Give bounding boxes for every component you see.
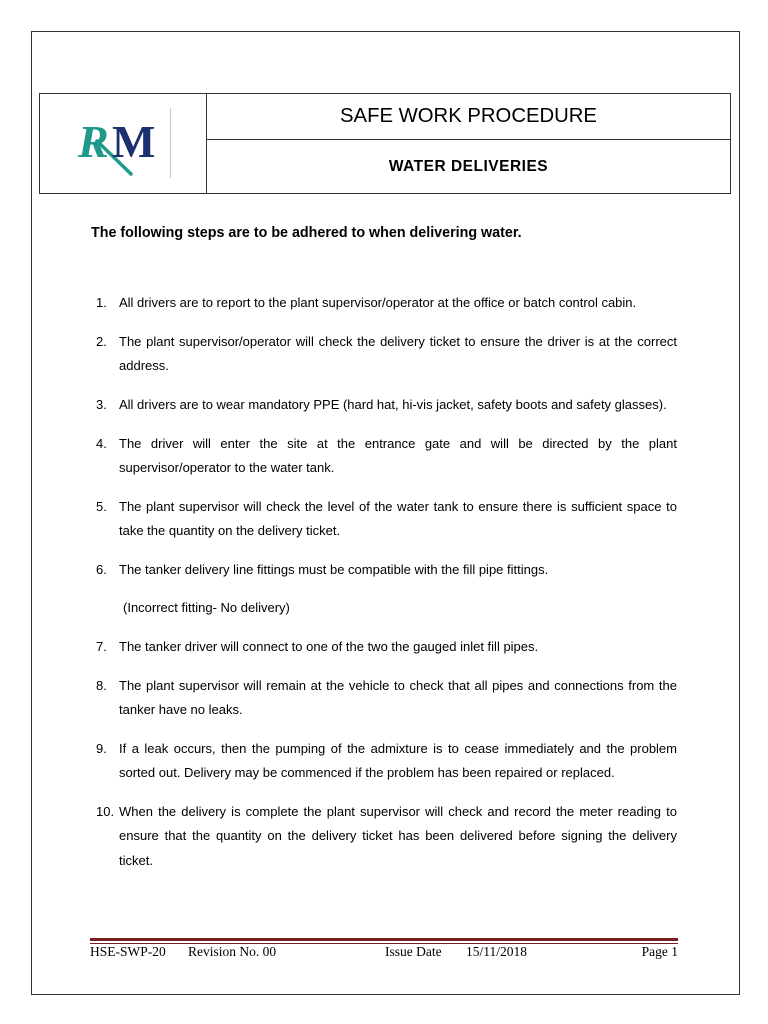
footer-doc-code: HSE-SWP-20 [90, 944, 166, 959]
step-number: 5. [96, 498, 107, 514]
steps-list [96, 291, 677, 888]
step-item [96, 432, 677, 481]
step-item [96, 737, 677, 786]
step-text: The plant supervisor will remain at the vehicle to check that all pipes and connections from the tanker have no leaks. [119, 677, 677, 718]
step-note: (Incorrect fitting- No delivery) [123, 600, 290, 616]
step-text: The plant supervisor will check the level of the water tank to ensure there is sufficient space to take the quantity on the delivery ticket. [119, 498, 677, 539]
step-text: All drivers are to report to the plant supervisor/operator at the office or batch control cabin. [119, 295, 637, 310]
step-item [96, 393, 677, 417]
step-text: The tanker delivery line fittings must be compatible with the fill pipe fittings. [119, 561, 549, 577]
step-number: 10. [96, 804, 115, 820]
step-item [96, 558, 677, 621]
step-number: 7. [96, 639, 107, 655]
step-number: 3. [96, 396, 107, 412]
step-number: 4. [96, 435, 107, 451]
step-item [96, 635, 677, 659]
step-number: 2. [96, 333, 107, 349]
footer-issue-date-label: Issue Date [385, 944, 442, 959]
step-number: 1. [96, 295, 107, 310]
step-item [96, 495, 677, 544]
document-subtitle: WATER DELIVERIES [388, 157, 549, 175]
step-number: 9. [96, 740, 107, 756]
step-text: All drivers are to wear mandatory PPE (hard hat, hi-vis jacket, safety boots and safety glasses). [119, 396, 667, 412]
logo-cell [40, 94, 207, 193]
step-text: The plant supervisor/operator will check the delivery ticket to ensure the driver is at the correct address. [119, 333, 677, 374]
step-item [96, 674, 677, 723]
step-text: The driver will enter the site at the entrance gate and will be directed by the plant supervisor/operator to the water tank. [119, 435, 677, 475]
company-logo [40, 94, 206, 193]
step-item [96, 800, 677, 873]
page-footer [90, 944, 678, 960]
footer-revision: Revision No. 00 [188, 944, 277, 959]
logo-letter-m: M [112, 116, 156, 167]
step-text: The tanker driver will connect to one of the two the gauged inlet fill pipes. [119, 639, 539, 655]
step-number: 6. [96, 561, 107, 577]
step-text: If a leak occurs, then the pumping of the admixture is to cease immediately and the problem sorted out. Delivery may be commenced if the problem has been repaired or replaced. [119, 740, 677, 781]
step-item [96, 291, 677, 315]
footer-page-number: Page 1 [641, 944, 678, 959]
step-item [96, 330, 677, 379]
header-table [39, 93, 731, 194]
intro-text: The following steps are to be adhered to when delivering water. [91, 225, 522, 241]
step-text: When the delivery is complete the plant supervisor will check and record the meter reading to ensure that the quantity on the delivery ticket has been delivered before signing the delivery ticket. [119, 804, 677, 868]
logo-letter-r: R [78, 116, 109, 167]
step-number: 8. [96, 677, 107, 693]
footer-issue-date: 15/11/2018 [466, 944, 528, 959]
document-title: SAFE WORK PROCEDURE [207, 94, 730, 140]
